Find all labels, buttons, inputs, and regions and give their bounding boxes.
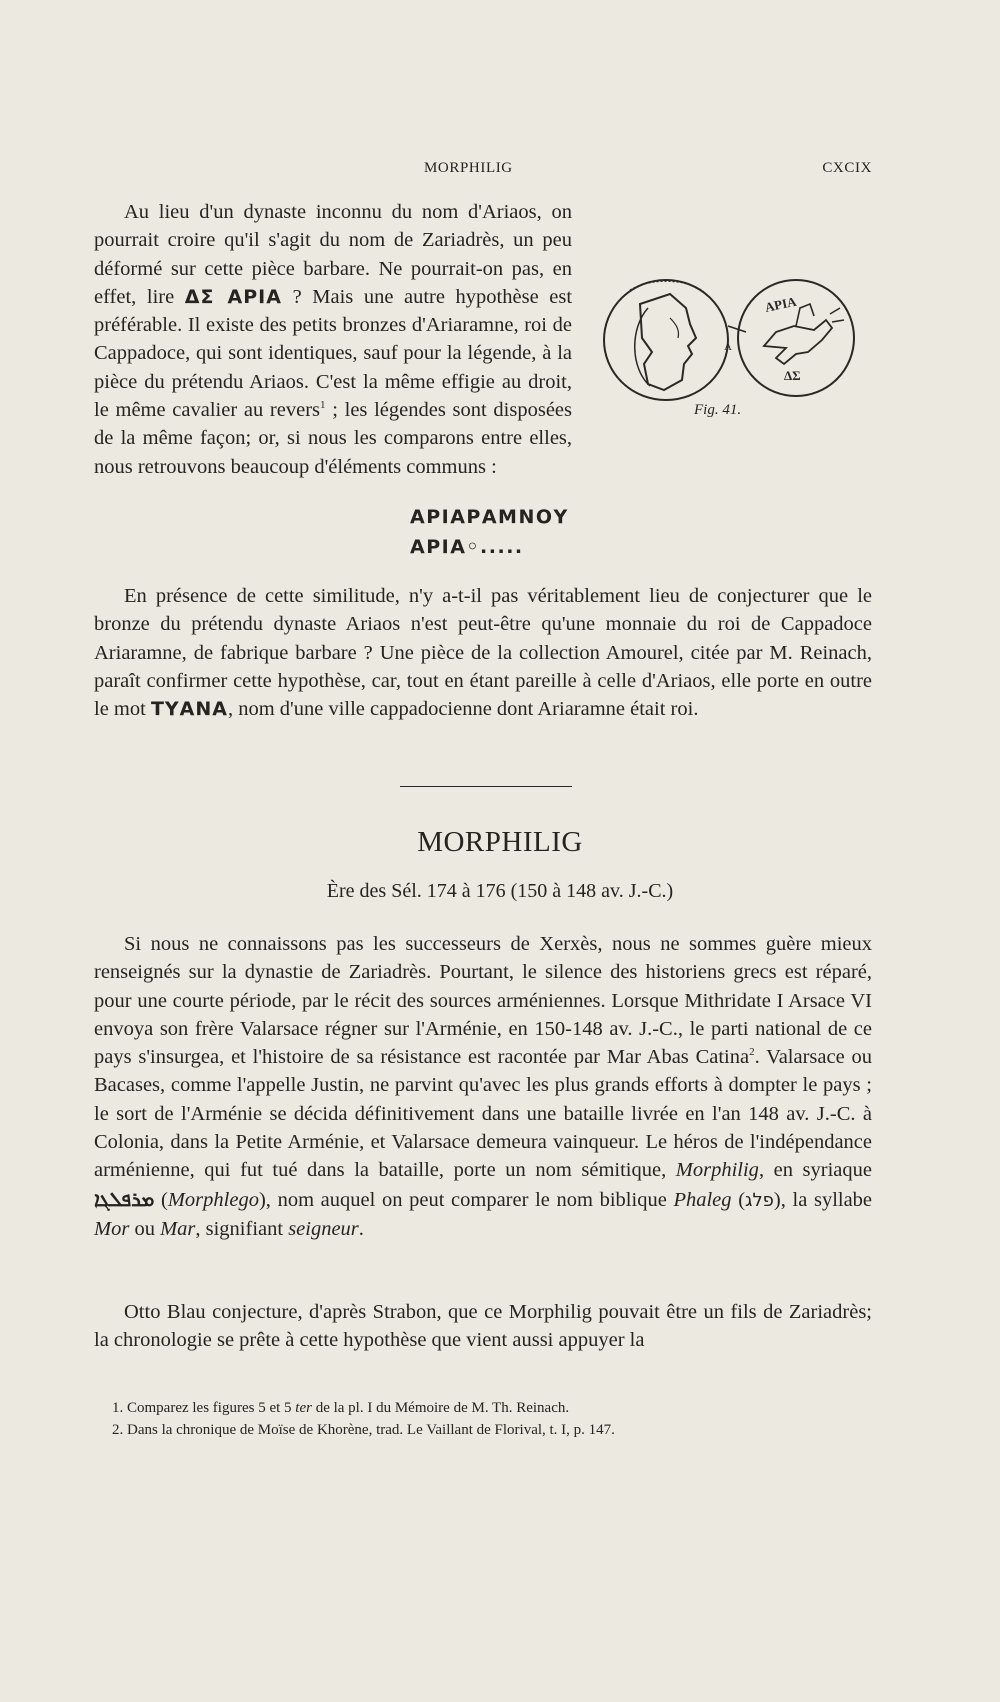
section-title: MORPHILIG xyxy=(417,826,583,858)
paragraph-2 xyxy=(94,582,872,723)
hebrew-word: פלג xyxy=(745,1189,774,1211)
greek-word-tyana: ΤΥΑΝΑ xyxy=(150,698,228,721)
syriac-word: ܡܪܦܠܓܐ xyxy=(94,1186,155,1211)
footnote-2: 2. Dans la chronique de Moïse de Khorène, trad. Le Vaillant de Florival, t. I, p. 147. xyxy=(112,1422,615,1438)
paragraph-1-text: Au lieu d'un dynaste inconnu du nom d'Ariaos, on pourrait croire qu'il s'agit du nom de Zariadrès, un peu déformé sur cette pièce barbare. Ne pourrait-on pas, en effet, lire ΔΣ ΑΡΙΑ ? Mais une autre hypothèse est préférable. Il existe des petits bronzes d'Ariaramne, roi de Cappadoce, qui sont identiques, sauf pour la légende, à la pièce du prétendu Ariaos. C'est la même effigie au droit, le même cavalier au revers$^1$ ; les légendes sont disposées de la même façon; or, si nous les comparons entre elles, nous retrouvons beaucoup d'éléments communs : xyxy=(94,198,872,481)
coin-obverse xyxy=(604,280,728,400)
figure-caption: Fig. 41. xyxy=(694,402,742,418)
running-header xyxy=(94,160,872,182)
footnote-1: 1. Comparez les figures 5 et 5 ter de la pl. I du Mémoire de M. Th. Reinach. xyxy=(112,1400,570,1416)
page-number: CXCIX xyxy=(822,160,872,176)
obverse-letter: Α xyxy=(724,341,732,353)
paragraph-2-text: En présence de cette similitude, n'y a-t-il pas véritablement lieu de conjecturer que le bronze du prétendu dynaste Ariaos n'est peut-être qu'une monnaie du roi de Cappadoce Ariaramne, de fabrique barbare ? Une pièce de la collection Amourel, citée par M. Reinach, paraît confirmer cette hypothèse, car, tout en étant pareille à celle d'Ariaos, elle porte en outre le mot ΤΥΑΝΑ, nom d'une ville cappadocienne dont Ariaramne était roi. xyxy=(94,585,872,721)
section-divider xyxy=(400,786,572,787)
reverse-legend-bottom: ΔΣ xyxy=(784,368,801,383)
paragraph-4-text: Otto Blau conjecture, d'après Strabon, que ce Morphilig pouvait être un fils de Zariadrès; la chronologie se prête à cette hypothèse que vient aussi appuyer la xyxy=(94,1301,872,1352)
legend-line-2: ΑΡΙΑ◦..... xyxy=(410,536,524,558)
coin-figure xyxy=(600,268,860,420)
greek-legend-inline: ΔΣ ΑΡΙΑ xyxy=(184,285,282,308)
section-subtitle: Ère des Sél. 174 à 176 (150 à 148 av. J.-C.) xyxy=(326,880,674,902)
footnotes xyxy=(112,1397,872,1441)
legend-line-1: ΑΡΙΑΡΑΜΝΟΥ xyxy=(410,506,569,528)
reverse-legend-top: ΑΡΙΑ xyxy=(763,293,798,315)
footnote-ref-1[interactable]: 1 xyxy=(320,399,326,412)
coin-reverse xyxy=(738,280,854,396)
paragraph-4 xyxy=(94,1298,872,1355)
paragraph-3 xyxy=(94,930,872,1243)
footnote-ref-2[interactable]: 2 xyxy=(749,1046,755,1059)
running-title: MORPHILIG xyxy=(424,160,513,176)
paragraph-3-text: Si nous ne connaissons pas les successeurs de Xerxès, nous ne sommes guère mieux renseignés sur la dynastie de Zariadrès. Pourtant, le silence des historiens grecs est réparé, pour une courte période, par le récit des sources arméniennes. Lorsque Mithridate I Arsace VI envoya son frère Valarsace régner sur l'Arménie, en 150-148 av. J.-C., le parti national de ce pays s'insurgea, et l'histoire de sa résistance est racontée par Mar Abas Catina$^2$. Valarsace ou Bacases, comme l'appelle Justin, ne parvint qu'avec les plus grands efforts à dompter le pays ; le sort de l'Arménie se décida définitivement dans une bataille livrée en l'an 148 av. J.-C. à Colonia, dans la Petite Arménie, et Valarsace demeura vainqueur. Le héros de l'indépendance arménienne, qui fut tué dans la bataille, porte un nom sémitique, Morphilig, en syriaque ܡܪܦܠܓܐ (Morphlego), nom auquel on peut comparer le nom biblique Phaleg (פלג), la syllabe Mor ou Mar, signifiant seigneur. xyxy=(94,933,873,1240)
